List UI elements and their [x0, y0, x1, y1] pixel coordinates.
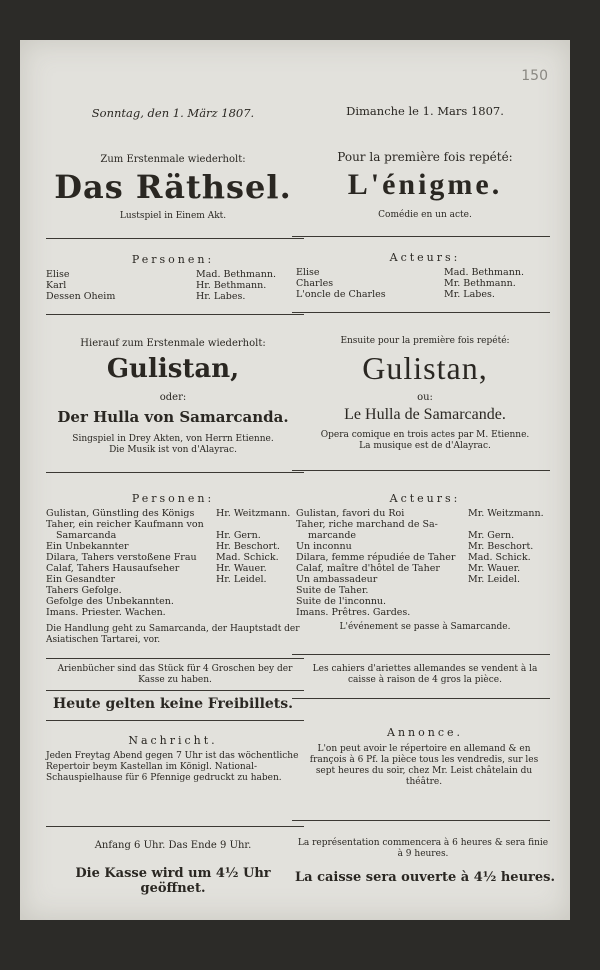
cast-row: Dilara, femme répudiée de Taher Mad. Schick.	[296, 552, 531, 563]
cast-row: Gulistan, favori du Roi Mr. Weitzmann.	[296, 508, 544, 519]
german-rule-4	[46, 658, 304, 659]
french-subtitle-1: Comédie en un acte.	[378, 210, 472, 220]
french-title-2: Gulistan,	[362, 350, 488, 386]
french-notice: L'on peut avoir le répertoire en allemand & en françois à 6 Pf. la pièce tous les vendredis, sur les sept heures du soir, chez Mr. Leist châtelain du théâtre.	[309, 744, 539, 787]
cast-row: Taher, riche marchand de Sa-	[296, 519, 438, 530]
german-libretto: Arienbücher sind das Stück für 4 Groschen bey der Kasse zu haben.	[57, 664, 293, 685]
german-setting: Die Handlung geht zu Samarcanda, der Hauptstadt der Asiatischen Tartarei, vor.	[46, 624, 300, 645]
german-cast-2-header: Personen:	[131, 492, 215, 505]
cast-row: Calaf, Tahers Hausaufseher Hr. Wauer.	[46, 563, 267, 574]
german-first-performance: Zum Erstenmale wiederholt:	[100, 154, 246, 165]
cast-row: Gulistan, Günstling des Königs Hr. Weitzmann.	[46, 508, 291, 519]
french-notice-header: Annonce.	[387, 726, 463, 739]
french-rule-3	[292, 470, 550, 471]
german-rule-7	[46, 826, 304, 827]
german-no-free-tickets: Heute gelten keine Freibillets.	[52, 696, 294, 712]
german-rule-3	[46, 472, 304, 473]
cast-row: Charles Mr. Bethmann.	[296, 278, 516, 289]
german-subtitle-1: Lustspiel in Einem Akt.	[119, 211, 227, 221]
cast-row: marcande Mr. Gern.	[308, 530, 515, 541]
german-subtitle-2: Der Hulla von Samarcanda.	[57, 408, 289, 426]
french-rule-5	[292, 698, 550, 699]
cast-row: L'oncle de Charles Mr. Labes.	[296, 289, 495, 300]
french-date: Dimanche le 1. Mars 1807.	[346, 104, 504, 118]
german-desc-2b: Die Musik ist von d'Alayrac.	[109, 445, 237, 455]
french-desc-2a: Opera comique en trois actes par M. Etienne.	[320, 430, 530, 440]
french-subtitle-2: Le Hulla de Samarcande.	[344, 406, 506, 423]
german-notice: Jeden Freytag Abend gegen 7 Uhr ist das wöchentliche Repertoir beym Kastellan im Königl. National-Schauspielhause für 6 Pfennige gedruckt zu haben.	[46, 751, 299, 783]
cast-row: Dilara, Tahers verstoßene Frau Mad. Schick.	[46, 552, 279, 563]
german-rule-5	[46, 690, 304, 691]
cast-row: Suite de l'inconnu.	[296, 596, 387, 607]
cast-row: Suite de Taher.	[296, 585, 369, 596]
playbill-paper	[20, 40, 570, 920]
german-desc-2a: Singspiel in Drey Akten, von Herrn Etienne.	[72, 434, 274, 444]
cast-row: Elise Mad. Bethmann.	[46, 269, 276, 280]
cast-row: Ein Unbekannter Hr. Beschort.	[46, 541, 280, 552]
french-desc-2b: La musique est de d'Alayrac.	[359, 441, 491, 451]
cast-row: Samarcanda Hr. Gern.	[56, 530, 261, 541]
german-rule-1	[46, 238, 304, 239]
cast-row: Un inconnu Mr. Beschort.	[296, 541, 534, 552]
french-then: Ensuite pour la première fois repété:	[340, 336, 510, 346]
cast-row: Tahers Gefolge.	[46, 585, 122, 596]
german-then: Hierauf zum Erstenmale wiederholt:	[80, 338, 266, 349]
cast-row: Calaf, maître d'hôtel de Taher Mr. Wauer.	[296, 563, 521, 574]
french-rule-1	[292, 236, 550, 237]
french-cast-1-header: Acteurs:	[389, 251, 461, 264]
french-start-end: La représentation commencera à 6 heures & sera finie à 9 heures.	[297, 838, 549, 859]
german-rule-2	[46, 314, 304, 315]
german-notice-header: Nachricht.	[128, 734, 218, 747]
french-title-1: L'énigme.	[347, 168, 503, 201]
french-setting: L'événement se passe à Samarcande.	[339, 622, 511, 632]
german-date: Sonntag, den 1. März 1807.	[91, 106, 255, 120]
german-box-office: Die Kasse wird um 4½ Uhr geöffnet.	[75, 866, 271, 896]
french-rule-4	[292, 654, 550, 655]
german-start-end: Anfang 6 Uhr. Das Ende 9 Uhr.	[94, 840, 252, 851]
cast-row: Gefolge des Unbekannten.	[46, 596, 174, 607]
french-ou: ou:	[417, 392, 433, 403]
cast-row: Karl Hr. Bethmann.	[46, 280, 267, 291]
cast-row: Ein Gesandter Hr. Leidel.	[46, 574, 267, 585]
french-rule-6	[292, 820, 550, 821]
german-title-2: Gulistan,	[106, 354, 240, 384]
cast-row: Elise Mad. Bethmann.	[296, 267, 524, 278]
french-libretto: Les cahiers d'ariettes allemandes se vendent à la caisse à raison de 4 gros la pièce.	[312, 664, 538, 685]
french-rule-2	[292, 312, 550, 313]
cast-row: Taher, ein reicher Kaufmann von	[46, 519, 204, 530]
pencil-note: 150	[521, 68, 548, 84]
french-cast-2-header: Acteurs:	[389, 492, 461, 505]
french-box-office: La caisse sera ouverte à 4½ heures.	[294, 870, 555, 885]
german-cast-1-header: Personen:	[131, 253, 215, 266]
german-title-1: Das Räthsel.	[54, 168, 292, 206]
german-rule-6	[46, 720, 304, 721]
cast-row: Un ambassadeur Mr. Leidel.	[296, 574, 520, 585]
cast-row: Imans. Prêtres. Gardes.	[296, 607, 411, 618]
cast-row: Imans. Priester. Wachen.	[46, 607, 166, 618]
french-first-performance: Pour la première fois repété:	[337, 150, 513, 164]
german-oder: oder:	[159, 392, 187, 403]
cast-row: Dessen Oheim Hr. Labes.	[46, 291, 246, 302]
